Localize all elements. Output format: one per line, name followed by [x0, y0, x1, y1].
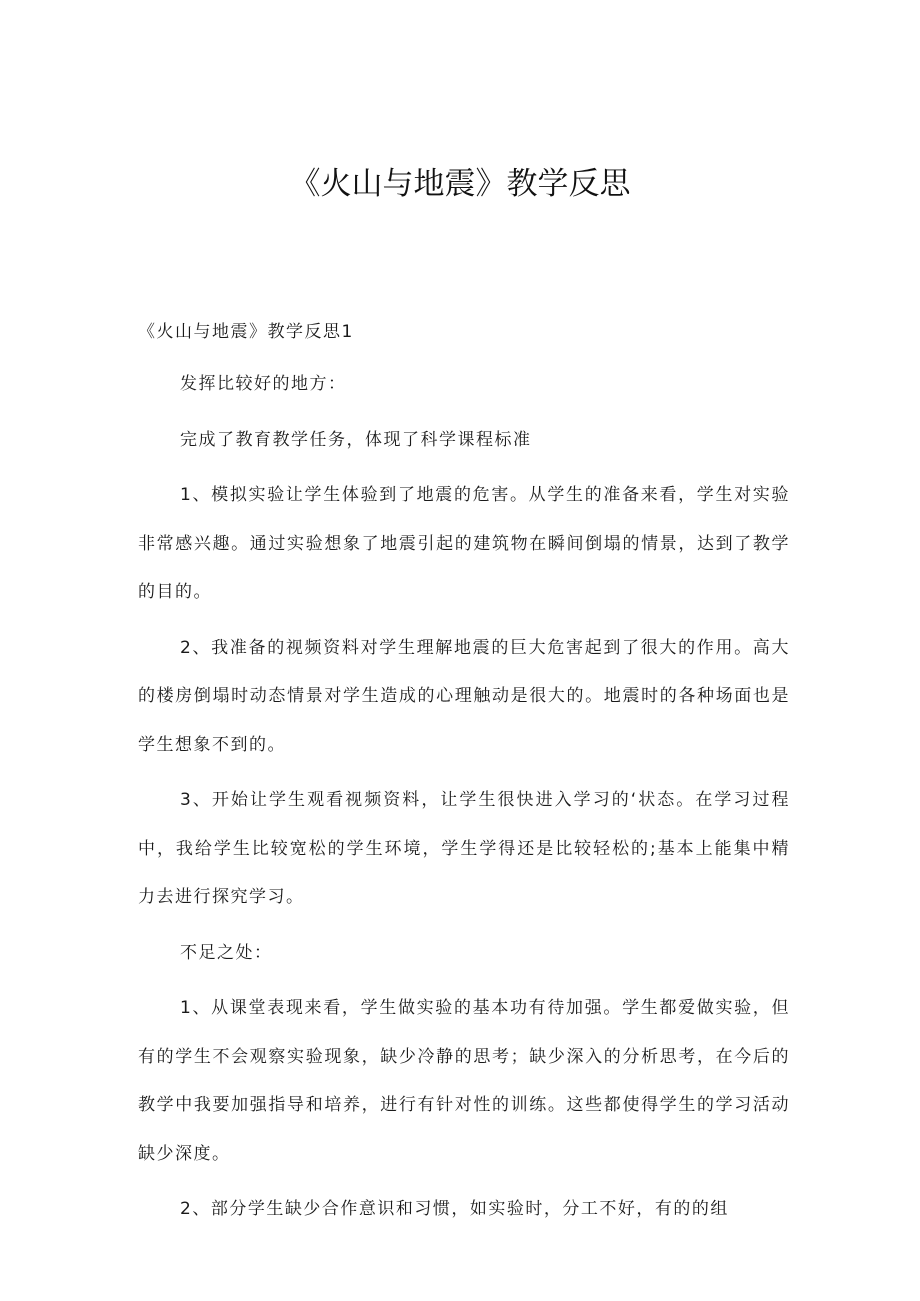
paragraph-weaknesses-heading: 不足之处：: [180, 942, 273, 963]
paragraph-weakness-2: 2、部分学生缺少合作意识和习惯，如实验时，分工不好，有的的组: [180, 1199, 729, 1219]
paragraph-strength-2: 2、我准备的视频资料对学生理解地震的巨大危害起到了很大的作用。高大的楼房倒塌时动态情景对学生造成的心理触动是很大的。地震时的各种场面也是学生想象不到的。: [138, 637, 790, 755]
document-body: [138, 360, 790, 1241]
document-title: 《火山与地震》教学反思: [289, 166, 631, 202]
paragraph-strength-1: 1、模拟实验让学生体验到了地震的危害。从学生的准备来看，学生对实验非常感兴趣。通过实验想象了地震引起的建筑物在瞬间倒塌的情景，达到了教学的目的。: [138, 485, 790, 602]
section-heading: 《火山与地震》教学反思1: [138, 322, 354, 342]
paragraph-weakness-1: 1、从课堂表现来看，学生做实验的基本功有待加强。学生都爱做实验，但有的学生不会观察实验现象，缺少冷静的思考；缺少深入的分析思考，在今后的教学中我要加强指导和培养，进行有针对性的训练。这些都使得学生的学习活动缺少深度。: [138, 998, 790, 1164]
paragraph-strengths-heading: 发挥比较好的地方：: [180, 374, 347, 394]
paragraph-strength-3: 3、开始让学生观看视频资料，让学生很快进入学习的‘状态。在学习过程中，我给学生比较宽松的学生环境，学生学得还是比较轻松的;基本上能集中精力去进行探究学习。: [138, 790, 790, 907]
paragraph-task-completion: 完成了教育教学任务，体现了科学课程标准: [180, 429, 532, 450]
